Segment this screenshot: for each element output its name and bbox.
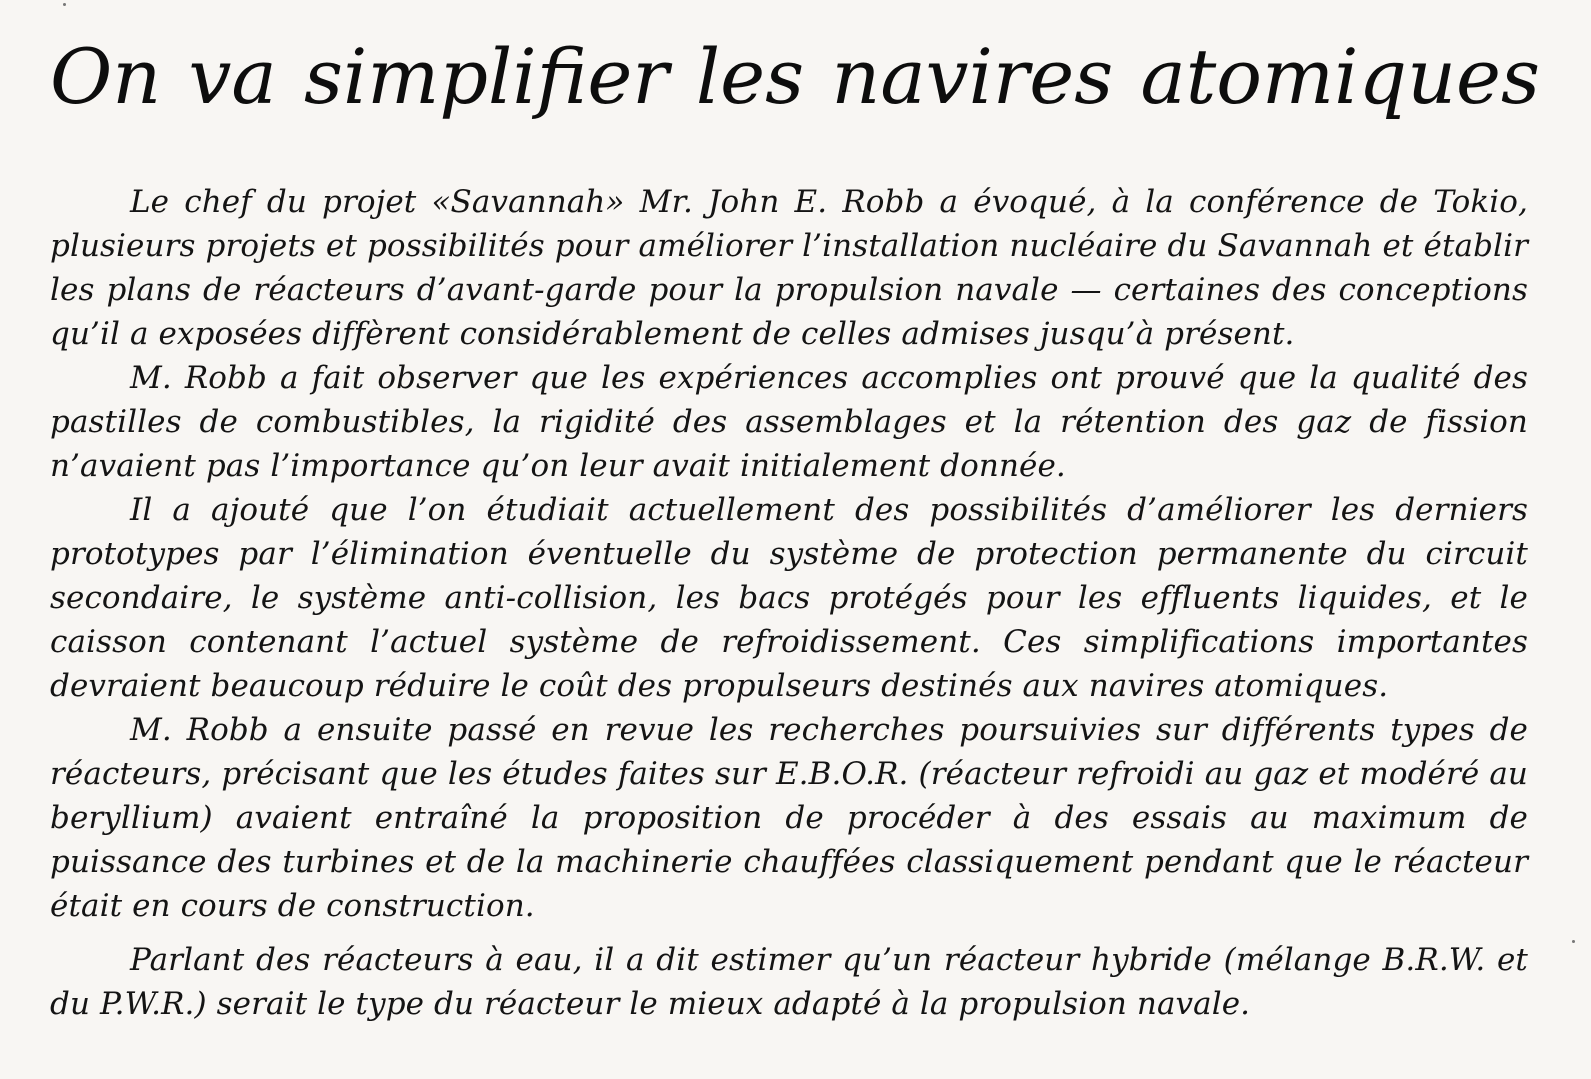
paragraph-4: M. Robb a ensuite passé en revue les recherches poursuivies sur différents types de réacteurs, précisant que les études faites sur E.B.O.R. (réacteur refroidi au gaz et modéré au beryllium) avaient entraîné la proposition de procéder à des essais au maximum de puissance des turbines et de la machinerie chauffées classiquement pendant que le réacteur était en cours de construction. [50,712,1528,924]
print-speck [63,3,66,6]
paragraph-1: Le chef du projet «Savannah» Mr. John E. Robb a évoqué, à la conférence de Tokio, plusieurs projets et possibilités pour améliorer l’installation nucléaire du Savannah et établir les plans de réacteurs d’avant-garde pour la propulsion navale — certaines des conceptions qu’il a exposées diffèrent considérablement de celles admises jusqu’à présent. [50,184,1528,352]
paragraph-5: Parlant des réacteurs à eau, il a dit estimer qu’un réacteur hybride (mélange B.R.W. et du P.W.R.) serait le type du réacteur le mieux adapté à la propulsion navale. [50,942,1528,1022]
article-body [50,180,1528,1026]
paragraph-2: M. Robb a fait observer que les expériences accomplies ont prouvé que la qualité des pastilles de combustibles, la rigidité des assemblages et la rétention des gaz de fission n’avaient pas l’importance qu’on leur avait initialement donnée. [50,360,1528,484]
paragraph-3: Il a ajouté que l’on étudiait actuellement des possibilités d’améliorer les derniers prototypes par l’élimination éventuelle du système de protection permanente du circuit secondaire, le système anti-collision, les bacs protégés pour les effluents liquides, et le caisson contenant l’actuel système de refroidissement. Ces simplifications importantes devraient beaucoup réduire le coût des propulseurs destinés aux navires atomiques. [50,492,1528,704]
article-title: On va simplifier les navires atomiques [50,32,1540,121]
print-speck [1572,940,1575,943]
